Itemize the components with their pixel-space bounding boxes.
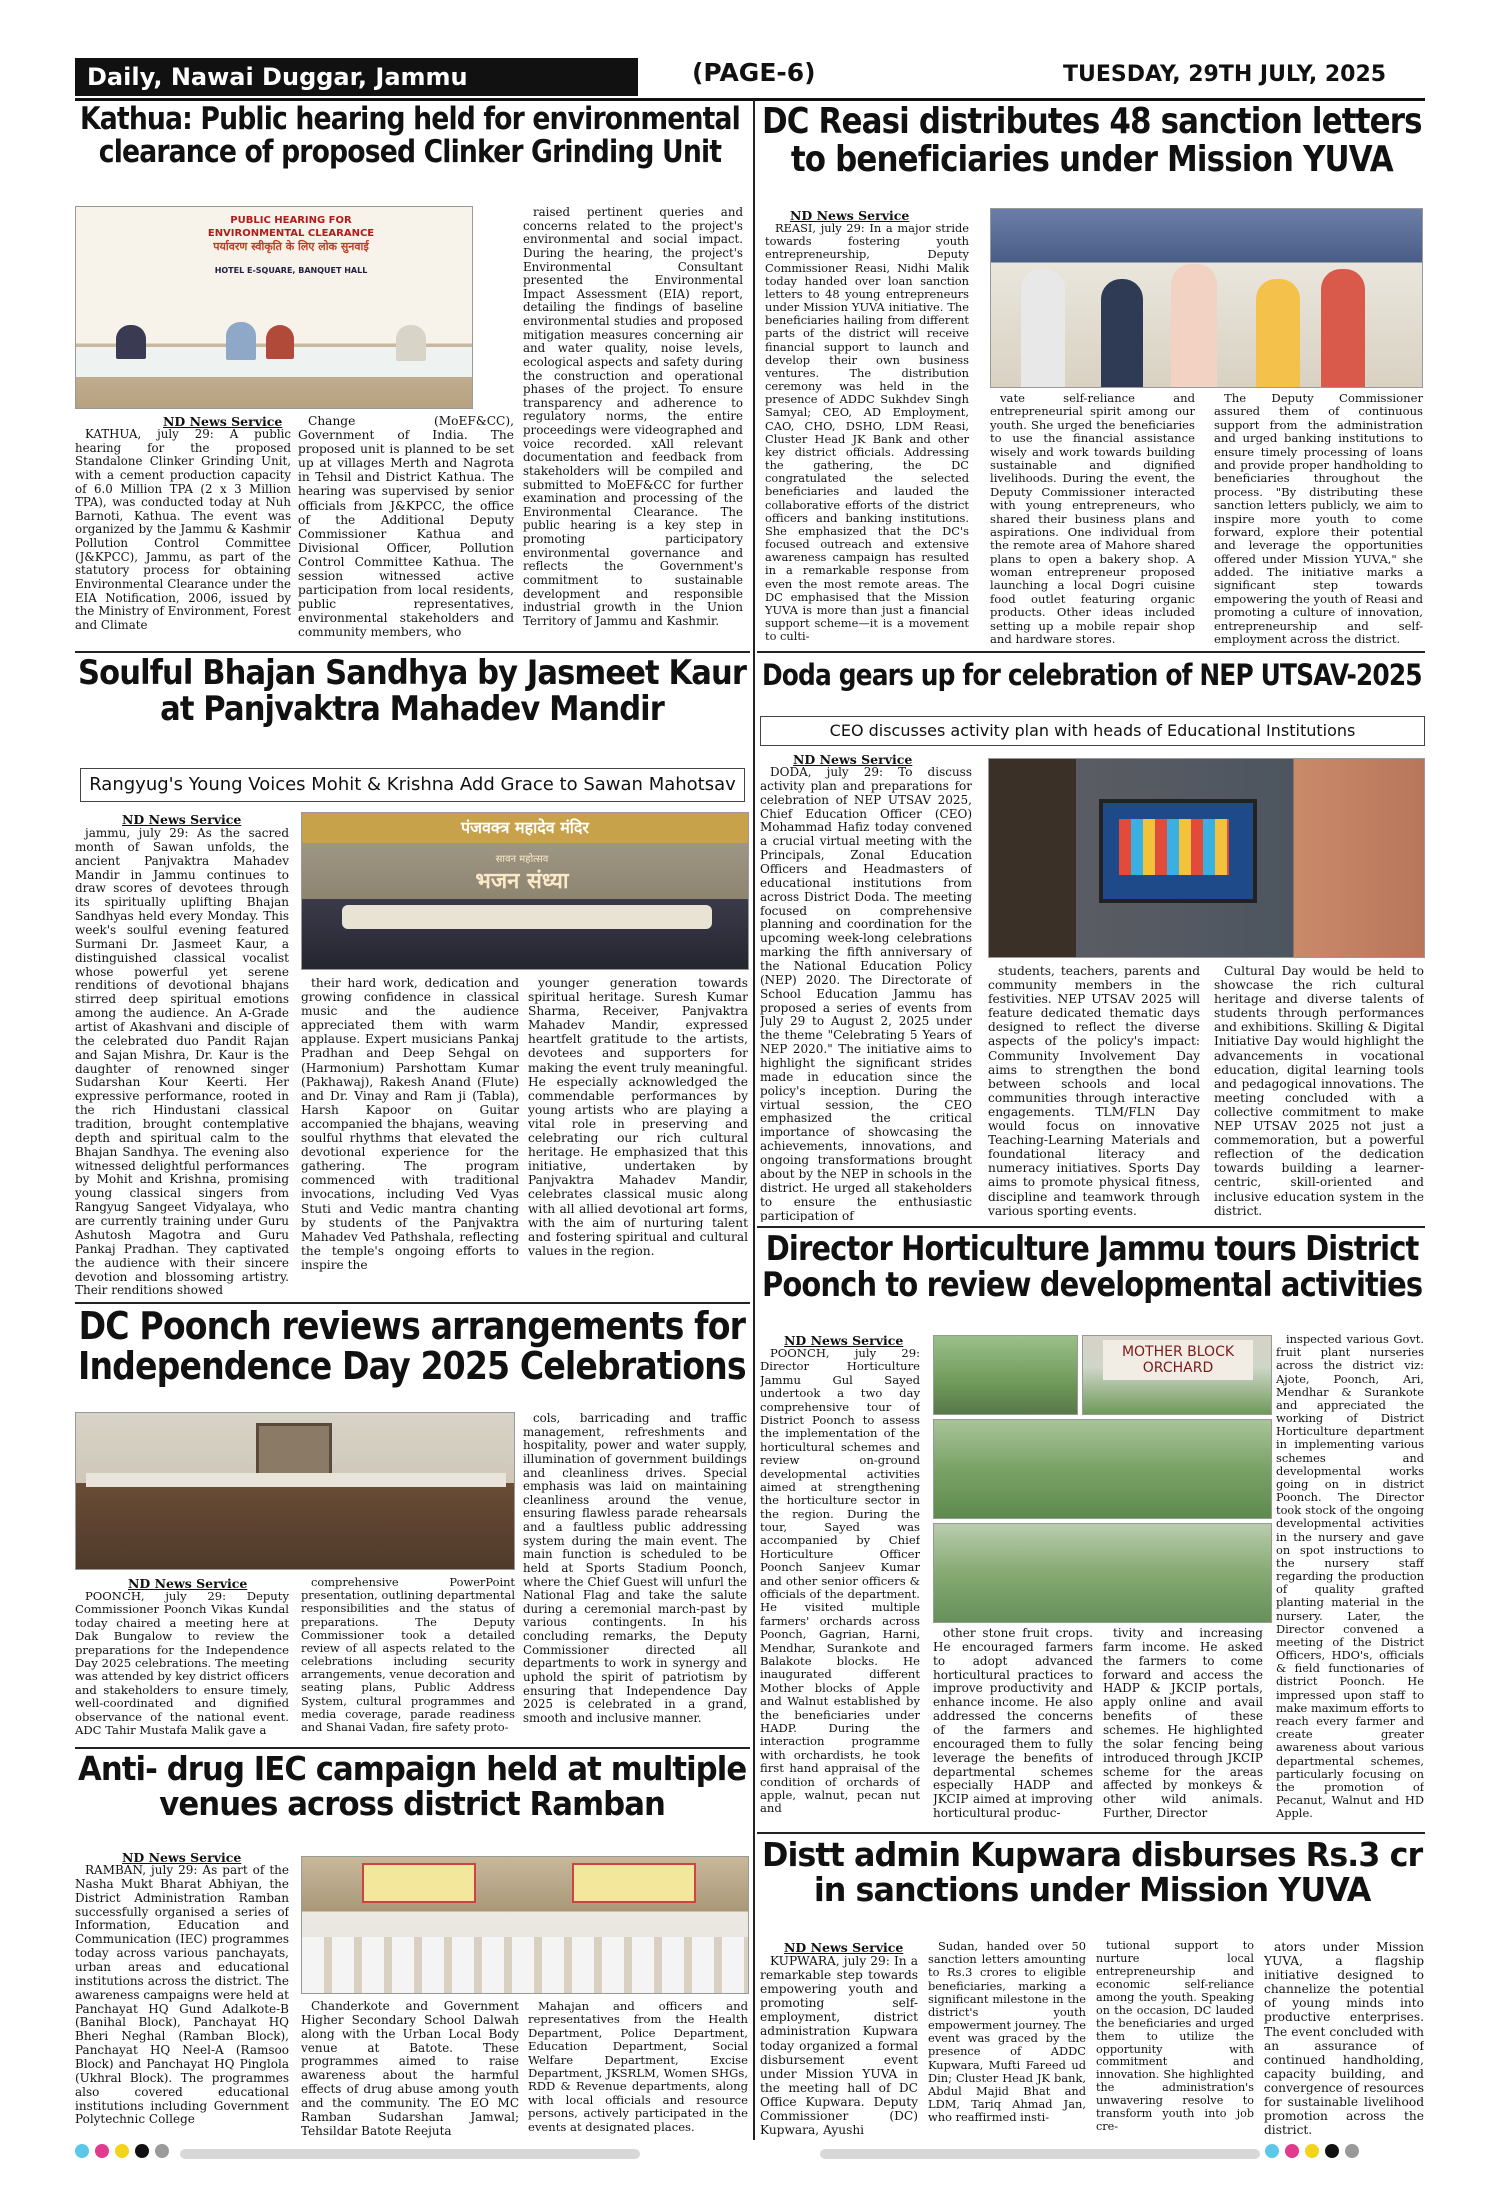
temple-banner: पंजवक्त्र महादेव मंदिर <box>302 813 748 843</box>
magenta-dot <box>1285 2144 1299 2158</box>
paragraph: DODA, july 29: To discuss activity plan and preparations for celebration of NEP UTSAV 2025, Chief Education Officer (CEO) Mohammad Hafiz today convened a crucial virtual meeting with the Principals, Zonal Education Officers and Headmasters of educational institutions from across District Doda. The meeting focused on comprehensive planning and coordination for the upcoming week-long celebrations marking the fifth anniversary of the National Education Policy (NEP) 2020. The Directorate of School Education Jammu has proposed a series of events from July 29 to August 2, 2025 under the theme "Celebrating 5 Years of NEP 2020." The initiative aims to highlight the significant strides made in education since the policy's inception. During the virtual session, the CEO emphasized the critical importance of showcasing the achievements, innovations, and ongoing transformations brought about by the NEP in schools in the district. He urged all stakeholders to ensure the enthusiastic participation of <box>760 766 972 1222</box>
headline-line: DC Poonch reviews arrangements for <box>78 1304 746 1348</box>
byline: ND News Service <box>790 208 910 223</box>
article-text-col4 <box>1276 1333 1424 1829</box>
article-text-col1 <box>760 1347 920 1829</box>
byline: ND News Service <box>163 414 283 429</box>
headline-kupwara <box>762 1835 1423 1909</box>
headline-line: to beneficiaries under Mission YUVA <box>790 138 1393 180</box>
paragraph: Mahajan and officers and representatives from the Health Department, Police Department, Education Department, Social Welfare Department, Excise Department, JKSRLM, Women SHGs, RDD & Revenue departments, along with local officials and resource persons, actively participated in the events at designated places. <box>528 2000 748 2134</box>
paragraph: REASI, july 29: In a major stride towards fostering youth entrepreneurship, Deputy Commissioner Reasi, Nidhi Malik today handed over loan sanction letters to 48 young entrepreneurs under Mission YUVA initiative. The beneficiaries hailing from different parts of the district will receive financial support to launch and develop their own business ventures. The distribution ceremony was held in the presence of ADDC Sukhdev Singh Samyal; CEO, AD Employment, CAO, CHO, DSHO, LDM Reasi, Cluster Head JK Bank and other key district officials. Addressing the gathering, the DC congratulated the selected beneficiaries and lauded the collaborative efforts of the district officers and banking institutions. She emphasized that the DC's focused outreach and extensive awareness campaign has resulted in a remarkable response from even the most remote areas. The DC emphasised that the Mission YUVA is more than just a financial support scheme—it is a movement to culti- <box>765 222 969 644</box>
article-text-col3 <box>1103 1627 1263 1829</box>
paragraph: KUPWARA, july 29: In a remarkable step towards empowering youth and promoting self-employment, district administration Kupwara today organized a formal disbursement event under Mission YUVA in the meeting hall of DC Office Kupwara. Deputy Commissioner (DC) Kupwara, Ayushi <box>760 1954 918 2138</box>
paragraph: POONCH, july 29: Director Horticulture Jammu Gul Sayed undertook a two day comprehensive tour of District Poonch to assess the implementation of the horticultural schemes and review on-ground developmental activities aimed at strengthening the horticulture sector in the region. During the tour, Sayed was accompanied by Chief Horticulture Officer Poonch Sanjeev Kumar and other senior officers & officials of the department. He visited multiple farmers' orchards across Poonch, Gagrian, Harni, Mendhar, Surankote and Balakote blocks. He inaugurated different Mother blocks of Apple and Walnut established by the beneficiaries under HADP. During the interaction programme with orchardists, he took first hand appraisal of the condition of orchards of apple, walnut, pecan nut and <box>760 1347 920 1816</box>
headline-line: venues across district Ramban <box>159 1783 665 1823</box>
headline-ramban <box>78 1749 747 1823</box>
article-text-col3 <box>523 206 743 646</box>
headline-line: in sanctions under Mission YUVA <box>813 1869 1371 1909</box>
article-text-col2 <box>301 976 519 1297</box>
byline: ND News Service <box>784 1940 904 1955</box>
cyan-dot <box>1265 2144 1279 2158</box>
paragraph: jammu, july 29: As the sacred month of Sawan unfolds, the ancient Panjvaktra Mahadev Mandir in Jammu continues to draw scores of devotees through its spiritually uplifting Bhajan Sandhyas held every Monday. This week's soulful evening featured Surmani Dr. Jasmeet Kaur, a distinguished classical vocalist whose powerful yet serene renditions of devotional bhajans stirred deep spiritual emotions among the audience. An A-Grade artist of Akashvani and disciple of the celebrated duo Pandit Rajan and Sajan Mishra, Dr. Kaur is the daughter of renowned singer Sudarshan Kour Keerti. Her expressive performance, rooted in the rich Hindustani classical tradition, brought contemplative depth and spiritual calm to the Bhajan Sandhya. The evening also witnessed delightful performances by Mohit and Krishna, promising young classical singers from Rangyug Sangeet Vidyalaya, who are currently training under Guru Ashutosh Magotra and Guru Pankaj Pradhan. They captivated the audience with their sincere devotion and blossoming artistry. Their renditions showed <box>75 827 289 1297</box>
meeting-photo <box>988 758 1425 958</box>
article-text-col2 <box>928 1940 1086 2139</box>
headline-line: Anti- drug IEC campaign held at multiple <box>78 1749 747 1788</box>
headline-line: clearance of proposed Clinker Grinding Unit <box>98 133 722 170</box>
paragraph: students, teachers, parents and community members in the festivities. NEP UTSAV 2025 will feature dedicated thematic days designed to reflect the diverse aspects of the policy's impact: Community Involvement Day aims to strengthen the bond between schools and local communities through interactive engagements. TLM/FLN Day would focus on innovative Teaching-Learning Materials and foundational literacy and numeracy initiatives. Sports Day aims to promote physical fitness, discipline and teamwork through various sporting events. <box>988 964 1200 1218</box>
registration-bar <box>180 2149 640 2159</box>
masthead-paper-name: Daily, Nawai Duggar, Jammu <box>75 58 638 96</box>
page-number: (PAGE-6) <box>692 58 816 87</box>
byline: ND News Service <box>122 1850 242 1865</box>
black-dot <box>135 2144 149 2158</box>
headline-reasi <box>762 103 1422 179</box>
paragraph: Change (MoEF&CC), Government of India. The proposed unit is planned to be set up at villages Merth and Nagrota in Tehsil and District Kathua. The hearing was supervised by senior officials from J&KPCC, the office of the Additional Deputy Commissioner Kathua and Divisional Officer, Pollution Control Committee Kathua. The session witnessed active participation from local residents, public representatives, environmental stakeholders and community members, who <box>298 414 514 640</box>
column-divider <box>753 100 755 2140</box>
headline-horticulture <box>762 1229 1423 1305</box>
byline: ND News Service <box>128 1576 248 1591</box>
paragraph: Sudan, handed over 50 sanction letters amounting to Rs.3 crores to eligible beneficiaries, marking a significant milestone in the district's youth empowerment journey. The event was graced by the presence of ADDC Kupwara, Mufti Fareed ud Din; Cluster Head JK bank, Abdul Majid Bhat and LDM, Tariq Ahmad Jan, who reaffirmed insti- <box>928 1940 1086 2125</box>
headline-bhajan <box>78 653 747 729</box>
article-text-col1 <box>760 1954 918 2139</box>
headline-line: at Panjvaktra Mahadev Mandir <box>160 688 664 729</box>
cyan-dot <box>75 2144 89 2158</box>
banner-sub: भजन संध्या <box>475 869 569 894</box>
paragraph: The Deputy Commissioner assured them of continuous support from the administration and urged banking institutions to ensure timely processing of loans and provide proper handholding to beneficiaries throughout the process. "By distributing these sanction letters publicly, we aim to inspire more youth to come forward, explore their potential and leverage the opportunities offered under Mission YUVA," she added. The initiative marks a significant step towards empowering the youth of Reasi and promoting a culture of innovation, entrepreneurship and self-employment across the district. <box>1214 392 1423 647</box>
headline-doda: Doda gears up for celebration of NEP UTSAV-2025 <box>762 658 1422 692</box>
registration-bar <box>820 2149 1260 2159</box>
headline-line: Kathua: Public hearing held for environmental <box>80 101 740 137</box>
headline-line: Soulful Bhajan Sandhya by Jasmeet Kaur <box>78 653 747 693</box>
subheadline: Rangyug's Young Voices Mohit & Krishna Add Grace to Sawan Mahotsav <box>80 768 745 802</box>
awareness-campaign-photo <box>301 1856 749 1994</box>
paragraph: POONCH, july 29: Deputy Commissioner Poonch Vikas Kundal today chaired a meeting here at Dak Bungalow to review the preparations for the Independence Day 2025 celebrations. The meeting was attended by key district officers and stakeholders to ensure timely, well-coordinated and dignified observance of the national event. ADC Tahir Mustafa Malik gave a <box>75 1590 289 1737</box>
headline-line: Independence Day 2025 Celebrations <box>78 1343 746 1388</box>
headline-kathua <box>80 103 740 168</box>
nursery-photo <box>933 1419 1272 1519</box>
byline: ND News Service <box>784 1333 904 1348</box>
article-text-col1 <box>75 1864 289 2139</box>
paragraph: younger generation towards spiritual heritage. Suresh Kumar Sharma, Receiver, Panjvaktra Mahadev Mandir, expressed heartfelt gratitude to the artists, devotees and supporters for making the event truly meaningful. He especially acknowledged the commendable performances by young artists who are playing a vital role in preserving and celebrating our rich cultural heritage. He emphasized that this initiative, undertaken by Panjvaktra Mahadev Mandir, celebrates classical music along with all allied devotional art forms, with the aim of nurturing talent and fostering spiritual and cultural values in the region. <box>528 976 748 1258</box>
article-text-col2 <box>933 1627 1093 1829</box>
orchard-photo <box>933 1335 1078 1415</box>
headline-line: DC Reasi distributes 48 sanction letters <box>762 101 1422 142</box>
grey-dot <box>155 2144 169 2158</box>
article-text-col1 <box>760 766 972 1222</box>
review-meeting-photo <box>75 1412 515 1570</box>
headline-line: Poonch to review developmental activities <box>762 1264 1423 1305</box>
magenta-dot <box>95 2144 109 2158</box>
paragraph: KATHUA, july 29: A public hearing for the proposed Standalone Clinker Grinding Unit, with a cement production capacity of 6.0 Million TPA (2 x 3 Million TPA), was conducted today at Nuh Barnoti, Kathua. The event was organized by the Jammu & Kashmir Pollution Control Committee (J&KPCC), Jammu, as part of the statutory process for obtaining Environmental Clearance under the EIA Notification, 2006, issued by the Ministry of Environment, Forest and Climate <box>75 428 291 632</box>
mother-block-photo <box>1082 1335 1272 1415</box>
grey-dot <box>1345 2144 1359 2158</box>
section-rule <box>757 1226 1425 1228</box>
yellow-dot <box>115 2144 129 2158</box>
article-text-col2 <box>990 392 1195 648</box>
article-text-col3 <box>528 2000 748 2139</box>
paragraph: vate self-reliance and entrepreneurial spirit among our youth. She urged the beneficiaries to use the financial assistance wisely and work towards building sustainable and dignified livelihoods. During the event, the Deputy Commissioner interacted with young entrepreneurs, who shared their business plans and aspirations. One individual from the remote area of Mahore shared plans to open a bakery shop. A woman entrepreneur proposed launching a local Dogri cuisine food outlet featuring organic products. Other ideas included setting up a mobile repair shop and hardware stores. <box>990 392 1195 647</box>
public-hearing-photo <box>75 206 473 409</box>
paragraph: ators under Mission YUVA, a flagship initiative designed to channelize the potential of young minds into productive enterprises. The event concluded with an assurance of continued handholding, capacity building, and convergence of resources for sustainable livelihood promotion across the district. <box>1264 1940 1424 2138</box>
black-dot <box>1325 2144 1339 2158</box>
paragraph: their hard work, dedication and growing confidence in classical music and the audience appreciated them with warm applause. Expert musicians Pankaj Pradhan and Deep Sehgal on (Harmonium) Parshottam Kumar (Pakhawaj), Rakesh Anand (Flute) and Dr. Vinay and Ram ji (Tabla), Harsh Kapoor on Guitar accompanied the bhajans, weaving soulful rhythms that elevated the devotional experience for the gathering. The program commenced with traditional invocations, including Ved Vyas Stuti and Vedic mantra chanting by students of the Panjvaktra Mahadev Ved Pathshala, reflecting the temple's ongoing efforts to inspire the <box>301 976 519 1272</box>
article-text-col1 <box>75 428 291 646</box>
article-text-col3 <box>523 1412 747 1742</box>
banner-line: PUBLIC HEARING FOR <box>230 215 352 226</box>
article-text-col2 <box>988 964 1200 1222</box>
issue-date: TUESDAY, 29TH JULY, 2025 <box>1063 62 1387 87</box>
article-text-col2 <box>301 2000 519 2139</box>
article-text-col1 <box>75 1590 289 1742</box>
byline: ND News Service <box>793 752 913 767</box>
paragraph: cols, barricading and traffic management, refreshments and hospitality, power and water supply, illumination of government buildings and cleanliness drives. Special emphasis was laid on maintaining cleanliness around the venue, ensuring flawless parade rehearsals and a faultless public addressing system during the main event. The main function is scheduled to be held at Sports Stadium Poonch, where the Chief Guest will unfurl the National Flag and take the salute during a ceremonial march-past by various contingents. In his concluding remarks, the Deputy Commissioner directed all departments to work in synergy and uphold the spirit of patriotism by ensuring that Independence Day 2025 is celebrated in a grand, smooth and inclusive manner. <box>523 1412 747 1725</box>
headline-line: Director Horticulture Jammu tours District <box>765 1229 1419 1269</box>
paragraph: comprehensive PowerPoint presentation, outlining departmental responsibilities and the status of preparations. The Deputy Commissioner took a detailed review of all aspects related to the celebrations including security arrangements, venue decoration and seating plans, Public Address System, cultural programmes and media coverage, parade readiness and Shanai Vadan, fire safety proto- <box>301 1576 515 1734</box>
orchard-signboard: MOTHER BLOCK ORCHARD <box>1103 1340 1253 1380</box>
paragraph: raised pertinent queries and concerns related to the project's environmental and social impact. During the hearing, the project's Environmental Consultant presented the Environmental Impact Assessment (EIA) report, detailing the findings of baseline environmental studies and proposed mitigation measures concerning air and water quality, noise levels, ecological aspects and safety during the construction and operational phases of the project. To ensure transparency and adherence to regulatory norms, the entire proceedings were videographed and voice recorded. xAll relevant documentation and feedback from stakeholders will be compiled and submitted to MoEF&CC for further examination and processing of the Environmental Clearance. The public hearing is a key step in promoting participatory environmental governance and reflects the Government's commitment to sustainable development and responsible industrial growth in the Union Territory of Jammu and Kashmir. <box>523 206 743 628</box>
article-text-col4 <box>1264 1940 1424 2139</box>
paragraph: tivity and increasing farm income. He asked the farmers to come forward and access the HADP & JKCIP portals, apply online and avail benefits of these schemes. He highlighted the solar fencing being introduced through JKCIP scheme for the areas affected by monkeys & other wild animals. Further, Director <box>1103 1627 1263 1821</box>
article-text-col3 <box>1214 392 1423 648</box>
registration-marks-left <box>75 2143 640 2159</box>
registration-marks-right <box>820 2143 1365 2159</box>
article-text-col1 <box>765 222 969 648</box>
banner-venue: HOTEL E-SQUARE, BANQUET HALL <box>214 265 368 275</box>
bhajan-stage-photo <box>301 812 749 970</box>
banner-sub: सावन महोत्सव <box>495 854 549 865</box>
sanction-letters-photo <box>990 208 1423 388</box>
paragraph: RAMBAN, july 29: As part of the Nasha Mukt Bharat Abhiyan, the District Administration Ramban successfully organised a series of Information, Education and Communication (IEC) programmes today across various panchayats, urban areas and educational institutions across the district. The awareness campaigns were held at Panchayat HQ Gund Adalkote-B (Banihal Block), Panchayat HQ Bheri Neghal (Ramban Block), Panchayat HQ Neel-A (Ramsoo Block) and Panchayat HQ Pinglola (Ukhral Block). The programmes also covered educational institutions including Government Polytechnic College <box>75 1864 289 2127</box>
headline-dc-poonch <box>78 1304 746 1388</box>
field-visit-photo <box>933 1523 1272 1623</box>
paragraph: Cultural Day would be held to showcase the rich cultural heritage and diverse talents of students through performances and exhibitions. Skilling & Digital Initiative Day would highlight the advancements in vocational education, digital learning tools and pedagogical innovations. The meeting concluded with a collective commitment to make NEP UTSAV 2025 not just a commemoration, but a powerful reflection of the dedication towards building a learner-centric, skill-oriented and inclusive education system in the district. <box>1214 964 1424 1218</box>
paragraph: Chanderkote and Government Higher Secondary School Dalwah along with the Urban Local Body venue at Batote. These programmes aimed to raise awareness about the harmful effects of drug abuse among youth and the community. The EO MC Ramban Sudarshan Jamwal; Tehsildar Batote Reejuta <box>301 2000 519 2138</box>
yellow-dot <box>1305 2144 1319 2158</box>
article-text-col2 <box>301 1576 515 1742</box>
article-text-col1 <box>75 827 289 1297</box>
banner-line: ENVIRONMENTAL CLEARANCE <box>207 227 375 239</box>
article-text-col3 <box>1214 964 1424 1222</box>
headline-line: Distt admin Kupwara disburses Rs.3 cr <box>762 1835 1423 1874</box>
article-text-col3 <box>1096 1940 1254 2139</box>
article-text-col3 <box>528 976 748 1297</box>
paragraph: tutional support to nurture local entrepreneurship and economic self-reliance among the youth. Speaking on the occasion, DC lauded the beneficiaries and urged them to utilize the opportunity with commitment and innovation. She highlighted the administration's unwavering resolve to transform youth into job cre- <box>1096 1940 1254 2134</box>
paragraph: other stone fruit crops. He encouraged farmers to adopt advanced horticultural practices to improve productivity and enhance income. He also addressed the concerns of the farmers and encouraged them to fully leverage the benefits of departmental schemes especially HADP and JKCIP aimed at improving horticultural produc- <box>933 1627 1093 1821</box>
section-rule <box>757 651 1425 653</box>
article-text-col2 <box>298 414 514 646</box>
paragraph: inspected various Govt. fruit plant nurseries across the district viz: Ajote, Poonch, Ari, Mendhar & Surankote and appreciated the working of District Horticulture department in implementing various schemes and developmental works going on in district Poonch. The Director took stock of the ongoing developmental activities in the nursery and gave on spot instructions to the nursery staff regarding the production of quality grafted planting material in the nursery. Later, the Director convened a meeting of the District Officers, HDO's, officials & field functionaries of district Poonch. He impressed upon staff to make maximum efforts to reach every farmer and create greater awareness about various departmental schemes, particularly focusing on the promotion of Pecanut, Walnut and HD Apple. <box>1276 1333 1424 1821</box>
subheadline: CEO discusses activity plan with heads of Educational Institutions <box>760 716 1425 746</box>
banner-hindi: पर्यावरण स्वीकृति के लिए लोक सुनवाई <box>213 240 369 253</box>
byline: ND News Service <box>122 812 242 827</box>
section-rule <box>757 1832 1425 1834</box>
